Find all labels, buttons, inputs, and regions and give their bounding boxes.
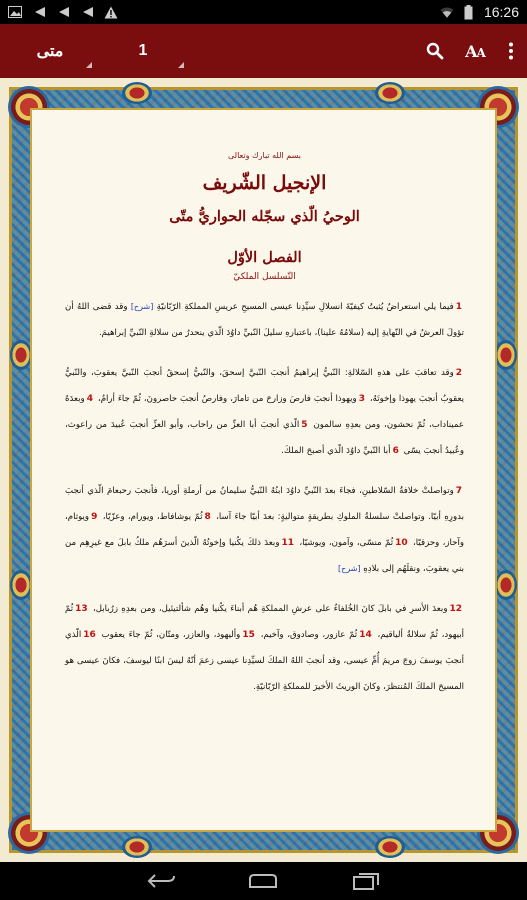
chapter-selector[interactable] — [98, 24, 188, 78]
back-arrow-icon — [56, 5, 70, 19]
wifi-icon — [440, 5, 454, 19]
verse-text: ويهوذا أنجبَ فارصَ وزارحَ من تامارَ، وفارصُ أنجبَ حاصرونَ، ثُمّ جاءَ أرامُ، — [97, 394, 357, 404]
commentary-link[interactable]: [شرح] — [130, 302, 154, 311]
verse-text: أبا النّبيِّ داوُدَ الّذي أصبحَ الملكَ. — [281, 446, 391, 456]
verse-text: ثُمّ عازور، وصادوق، وآخيم، — [260, 630, 358, 640]
action-buttons — [415, 24, 527, 78]
chapter-subtitle: التّسلسل الملكيّ — [233, 272, 296, 282]
overflow-menu-icon — [509, 42, 513, 60]
verse-number[interactable]: 4 — [86, 394, 93, 404]
back-arrow-icon — [32, 5, 46, 19]
recent-apps-button[interactable] — [344, 862, 388, 900]
verse-text: وبعدَهُ عميناداب، ثُمّ نحشون، ومن بعدِهِ سالمون — [65, 394, 464, 430]
verse-text: فيما يلي استعراضٌ يُثبتُ كيفيّةَ انسلالِ سيِّدِنا عيسى المسيحِ عريسِ المملكةِ الرّبّانيّةِ — [156, 302, 454, 312]
search-icon — [426, 42, 444, 60]
home-icon — [247, 873, 279, 889]
ornament-medallion — [375, 836, 405, 858]
ornament-medallion — [10, 570, 32, 600]
book-selector[interactable] — [0, 24, 96, 78]
verse-paragraph — [65, 294, 464, 346]
verse-number[interactable]: 15 — [242, 630, 255, 640]
back-button[interactable] — [139, 862, 183, 900]
verse-number[interactable]: 6 — [392, 446, 399, 456]
home-button[interactable] — [241, 862, 285, 900]
ornament-medallion — [10, 340, 32, 370]
verse-paragraph — [65, 360, 464, 464]
dropdown-indicator-icon — [178, 62, 184, 68]
verse-text: الّذي أنجبَ أبا العزِّ من راحاب، وأبو العزِّ أنجبَ عُبيدَ من راعوث، وعُبيدُ أنجبَ يسّى — [65, 420, 464, 456]
verse-text: وقد تعاقبَ على هذهِ السّلالةِ: النّبيُّ إبراهيمُ أنجبَ النّبيَّ إسحقَ، والنّبيُّ إسحقُ أنجبَ النّبيَّ يعقوبَ، والنّبيُّ يعقوبُ أنجبَ يهوذا وإخوتَهُ، — [65, 368, 464, 404]
warning-icon — [104, 5, 118, 19]
verse-number[interactable]: 13 — [75, 604, 88, 614]
verse-text: ويوثام، وآحاز، وحزقيّا، — [65, 512, 465, 548]
verse-number[interactable]: 12 — [449, 604, 463, 614]
verse-number[interactable]: 9 — [91, 512, 98, 522]
verse-text: وبعدَ الأسرِ في بابلَ كانَ الخُلفاءُ على عرشِ المملكةِ هُم أبناءَ يكُنيا وهُم شألتيئيل، ومن بعدِهِ زرُبابل، — [93, 604, 448, 614]
verse-paragraphs — [65, 294, 464, 700]
recent-apps-icon — [353, 872, 379, 890]
navigation-bar — [0, 862, 527, 900]
system-icons — [440, 4, 519, 20]
verse-text: وقد قضى اللهُ أن تؤولَ العرشُ في النّهايةِ إليه (سلامُهُ علينا)، باعتبارهِ سليلَ النّبيِّ داوُدَ الّذي ينحدرُ من سلالةِ النّبيِّ إبراهيمَ. — [65, 302, 464, 338]
battery-icon — [462, 5, 476, 19]
dropdown-indicator-icon — [86, 62, 92, 68]
scripture-text — [43, 125, 484, 824]
verse-paragraph — [65, 478, 464, 582]
book-subtitle: الوحيُ الّذي سجّله الحواريُّ متّى — [169, 208, 360, 225]
basmala: بسم الله تبارك وتعالى — [228, 151, 301, 160]
verse-text: ثُمّ منسّى، وآمون، ويوشيّا، — [299, 538, 394, 548]
font-size-icon: AA — [465, 41, 485, 61]
verse-text: وتواصلتْ خلافةُ السّلاطينِ، فجاءَ بعدَ النّبيِّ داوُدَ ابنُهُ النّبيُّ سليمانُ من أرملةِ أوريا، فأنجبَ رحبعامَ الّذي أنجبَ بدورِهِ أبيّا. وتواصلتْ سلسلةُ الملوكِ بطريقةٍ متواليةٍ: بعدَ أبيّا جاءَ آسا، — [65, 486, 464, 522]
verse-number[interactable]: 8 — [204, 512, 211, 522]
overflow-menu-button[interactable] — [495, 24, 527, 78]
verse-number[interactable]: 1 — [455, 302, 463, 312]
book-title: الإنجيل الشّريف — [202, 172, 327, 194]
ornament-medallion — [122, 82, 152, 104]
back-icon — [146, 873, 176, 889]
chapter-selector-label: 1 — [138, 42, 148, 59]
chapter-title: الفصل الأوّل — [227, 249, 302, 266]
verse-number[interactable]: 5 — [301, 420, 308, 430]
font-size-button[interactable] — [455, 24, 495, 78]
book-selector-label: متى — [36, 43, 64, 60]
verse-text: وأليهود، والعازر، ومتّان، ثُمّ جاءَ يعقوب — [101, 630, 241, 640]
verse-text: وبعدَ ذلكَ يكُنيا وإخوتُهُ الّذينَ أسرَهُم ملكُ بابلَ مع غيرِهِم من بني يعقوبَ، ونقلَهُم إلى بلادِهِ — [65, 538, 464, 574]
ornament-medallion — [495, 570, 517, 600]
verse-number[interactable]: 10 — [395, 538, 408, 548]
action-bar — [0, 24, 527, 78]
clock: 16:26 — [483, 4, 519, 20]
verse-number[interactable]: 3 — [358, 394, 365, 404]
verse-text: ثُمّ يوشافاط، ويورام، وعزّيّا، — [102, 512, 203, 522]
verse-number[interactable]: 11 — [281, 538, 295, 548]
notification-icons — [8, 5, 118, 19]
search-button[interactable] — [415, 24, 455, 78]
ornament-medallion — [375, 82, 405, 104]
verse-text: الّذي أنجبَ يوسفَ زوجَ مريمَ أُمِّ عيسى، وقد أنجبَ اللهُ الملكَ لسيِّدِنا عيسى زعمَ أنّهُ ليسَ ابنًا ليوسفَ، فكانَ عيسى هو المسيحَ الملكَ المُنتظرَ، وكانَ الوريثَ الأخيرَ للمملكةِ الرّبّانيّةِ. — [65, 630, 464, 692]
verse-number[interactable]: 7 — [455, 486, 462, 496]
verse-number[interactable]: 14 — [359, 630, 372, 640]
photo-icon — [8, 5, 22, 19]
ornament-medallion — [122, 836, 152, 858]
verse-text: ثُمّ أبيهود، ثُمّ سلالةُ ألياقيم، — [65, 604, 465, 640]
verse-number[interactable]: 2 — [455, 368, 462, 378]
commentary-link[interactable]: [شرح] — [338, 564, 361, 573]
status-bar — [0, 0, 527, 24]
ornament-medallion — [495, 340, 517, 370]
back-arrow-icon — [80, 5, 94, 19]
verse-paragraph — [65, 596, 464, 700]
verse-number[interactable]: 16 — [83, 630, 96, 640]
reading-page[interactable] — [0, 78, 527, 862]
